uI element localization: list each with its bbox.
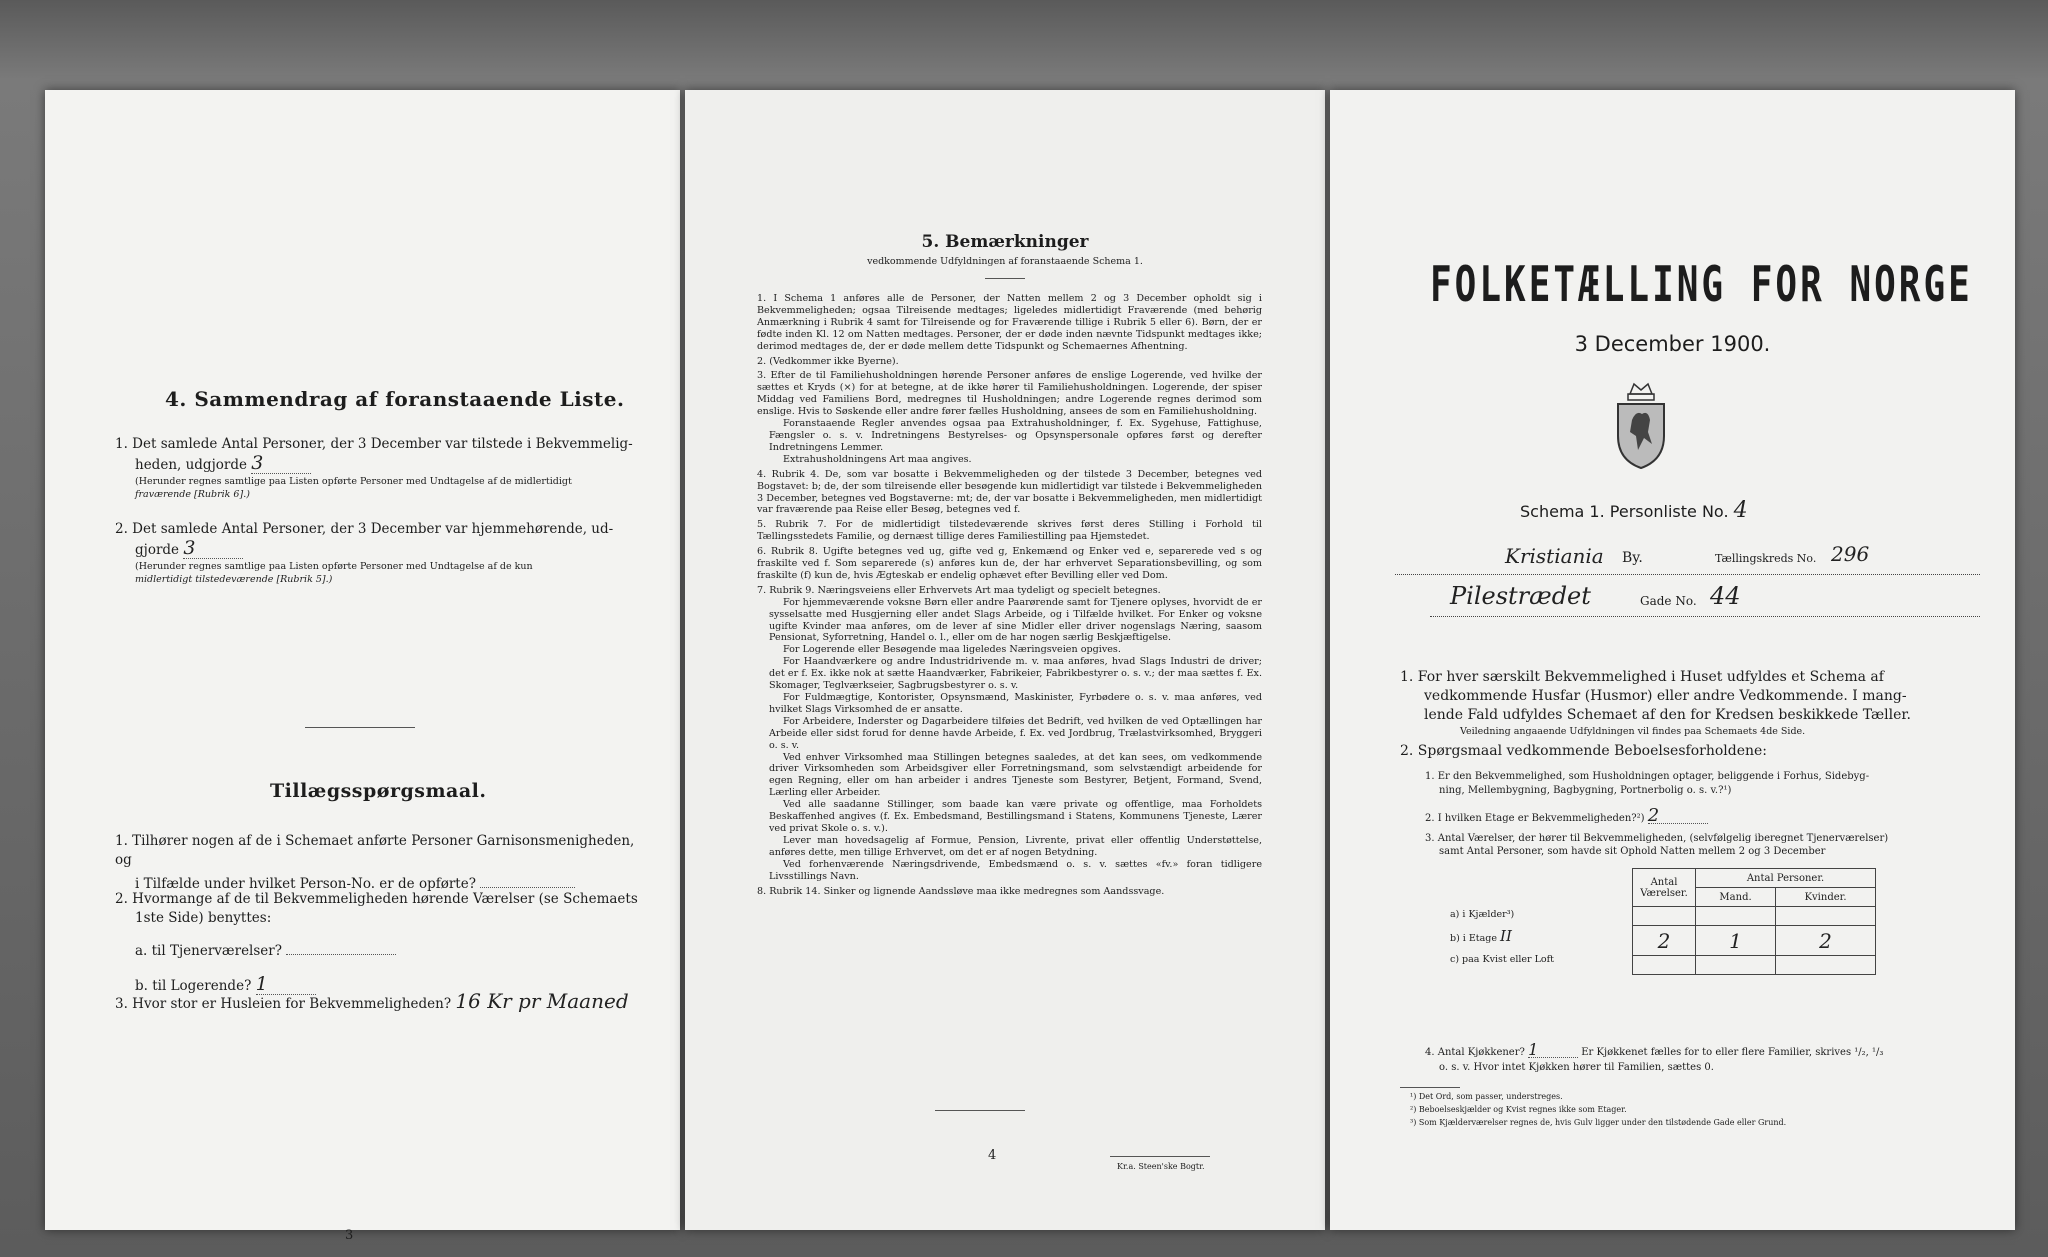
city-line [1395, 542, 1980, 575]
t2a-label: a. til Tjenerværelser? [135, 943, 282, 959]
p1-a: 1. For hver særskilt Bekvemmelighed i Huset udfyldes et Schema af [1400, 669, 1884, 685]
footnote-3: ³) Som Kjælderværelser regnes de, hvis Gulv ligger under den tilstødende Gade eller Grund. [1410, 1118, 1787, 1127]
tillaeg-question-3 [115, 989, 675, 1014]
p1-c: lende Fald udfyldes Schemaet af den for Kredsen beskikkede Tæller. [1424, 707, 1911, 723]
remark-paragraph: Foranstaaende Regler anvendes ogsaa paa Extrahusholdninger, f. Ex. Sygehuse, Fattighuse, Fængsler o. s. v. Indretningens Bestyrelses- og Opsynspersonale opføres først og derefter Indretningens Lemmer. [769, 418, 1262, 453]
footnote-1: ¹) Det Ord, som passer, understreges. [1410, 1092, 1563, 1101]
t2-text-a: 2. Hvormange af de til Bekvemmeligheden hørende Værelser (se Schemaets [115, 891, 638, 907]
left-page [45, 90, 680, 1243]
personliste-number: 4 [1733, 498, 1748, 523]
cell-b-kvinder: 2 [1776, 926, 1876, 956]
q1-note-a: (Herunder regnes samtlige paa Listen opførte Personer med Undtagelse af de midlertidigt [135, 476, 572, 487]
schema-line [1520, 498, 1748, 523]
remark-paragraph: For Haandværkere og andre Industridrivende m. v. maa anføres, hvad Slags Industri de driver; det er f. Ex. ikke nok at sætte Haandværker, Fabrikeier, Fabrikbestyrer o. s. v.; der maa sættes f. Ex. Skomager, Teglværkseier, Sagbrugsbestyrer o. s. v. [769, 656, 1262, 692]
t3-value: 16 Kr pr Maaned [455, 989, 629, 1013]
p2: 2. Spørgsmaal vedkommende Beboelsesforholdene: [1400, 743, 1768, 759]
middle-page [685, 90, 1325, 1230]
kitchen-question [1425, 1042, 2005, 1075]
instruction-1 [1400, 668, 2000, 761]
q4-text-c: o. s. v. Hvor intet Kjøkken hører til Familien, sættes 0. [1439, 1062, 1714, 1073]
t1-text-a: 1. Tilhører nogen af de i Schemaet anførte Personer Garnisonsmenigheden, og [115, 833, 635, 868]
remark-paragraph: 5. Rubrik 7. For de midlertidigt tilstedeværende skrives først deres Stilling i Forhold til Tællingsstedets Familie, og dernæst tillige deres Familiestilling paa Hjemstedet. [757, 519, 1262, 543]
dwelling-table [1632, 868, 1876, 975]
printer-rule [1110, 1156, 1210, 1157]
remark-paragraph: For hjemmeværende voksne Børn eller andre Paarørende samt for Tjenere oplyses, hvorvidt de er sysselsatte med Husgjerning eller andet Slags Arbeide, og i Tilfælde hvilket. For Enker og voksne ugifte Kvinder maa anføres, om de lever af sine Midler eller driver nogenslags Næring, saasom Pensionat, Syforretning, Handel o. l., eller om de har nogen særlig Beskjæftigelse. [769, 596, 1262, 644]
q2-text-b: gjorde [135, 542, 180, 558]
remark-paragraph: 2. (Vedkommer ikke Byerne). [757, 355, 899, 367]
remarks-title-rule [985, 278, 1025, 279]
q1-line-b [135, 454, 655, 475]
remarks-end-rule [935, 1110, 1025, 1111]
remark-paragraph: Ved alle saadanne Stillinger, som baade kan være private og offentlige, maa Forholdets Beskaffenhed angives (f. Ex. Embedsmand, Bestillingsmand i Statens, Kommunens Tjeneste, Lærer ved privat Skole o. s. v.). [769, 799, 1262, 834]
cell-a-vaerelser [1633, 907, 1696, 926]
cell-a-kvinder [1776, 907, 1876, 926]
q4-line [1425, 1042, 2005, 1060]
p1-b: vedkommende Husfar (Husmor) eller andre Vedkommende. I mang- [1424, 688, 1907, 704]
dq2-text: 2. I hvilken Etage er Bekvemmeligheden?²) [1425, 813, 1645, 824]
head-kvinder: Kvinder. [1776, 888, 1876, 907]
remark-paragraph: Ved enhver Virksomhed maa Stillingen betegnes saaledes, at det kan sees, om vedkommende driver Virksomheden som Arbeidsgiver eller Forretningsmand, som selvstændigt arbeidende for egen Regning, eller om han arbeider i andres Tjeneste som Bestyrer, Betjent, Formand, Svend, Lærling eller Arbeider. [769, 751, 1262, 799]
street-line [1430, 582, 1980, 617]
footnote-rule [1400, 1087, 1460, 1088]
q2-note-b: midlertidigt tilstedeværende [Rubrik 5].) [135, 574, 333, 585]
printer-credit: Kr.a. Steen'ske Bogtr. [1117, 1162, 1205, 1171]
street-value: Pilestrædet [1450, 582, 1591, 610]
t2b-value: 1 [256, 975, 316, 995]
t1-blank [480, 887, 575, 888]
remark-paragraph: For Arbeidere, Inderster og Dagarbeidere tilføies det Bedrift, ved hvilken de ved Optællingen har Arbeide eller sidst forud for denne havde Arbeide, f. Ex. ved Jordbrug, Trælastvirksomhed, Bryggeri o. s. v. [769, 715, 1262, 751]
cell-a-mand [1696, 907, 1776, 926]
row-b-label-wrap [1450, 927, 1512, 945]
q2-note-a: (Herunder regnes samtlige paa Listen opførte Personer med Undtagelse af de kun [135, 561, 533, 572]
footnotes [1410, 1090, 1786, 1129]
head-vaerelser: Antal Værelser. [1633, 869, 1696, 907]
schema-label: Schema 1. Personliste No. [1520, 502, 1729, 521]
dq2-line [1425, 805, 2005, 826]
t1-text-b: i Tilfælde under hvilket Person-No. er de opførte? [135, 876, 476, 892]
cell-b-mand: 1 [1696, 926, 1776, 956]
gade-number: 44 [1710, 582, 1741, 610]
dq3-a: 3. Antal Værelser, der hører til Bekvemmeligheden, (selvfølgelig iberegnet Tjenerværelser) [1425, 832, 1889, 844]
dq2-value: 2 [1648, 809, 1708, 824]
remarks-body [757, 290, 1262, 897]
q1-note-b: fraværende [Rubrik 6].) [135, 489, 250, 500]
q4-text-b: Er Kjøkkenet fælles for to eller flere Familier, skrives ¹/₂, ¹/₃ [1581, 1047, 1884, 1058]
t2a-line [135, 942, 655, 961]
p1-d: Veiledning angaaende Udfyldningen vil findes paa Schemaets 4de Side. [1460, 726, 1806, 737]
right-page [1330, 90, 2015, 1230]
remark-paragraph: 4. Rubrik 4. De, som var bosatte i Bekvemmeligheden og der tilstede 3 December, betegnes ved Bogstavet: b; de, der som tilreisende eller besøgende kun midlertidigt var tilstede i Bekvemmeligheden 3 December, betegnes ved Bogstaverne: mt; de, der var bosatte i Bekvemmeligheden, men midlertidigt var fraværende paa Reise eller Besøg, betegnes ved f. [757, 468, 1262, 516]
remark-paragraph: Ved forhenværende Næringsdrivende, Embedsmænd o. s. v. sættes «fv.» foran tidligere Livsstillings Navn. [769, 858, 1262, 882]
city-value: Kristiania [1505, 544, 1604, 568]
remark-paragraph: 3. Efter de til Familiehusholdningen hørende Personer anføres de enslige Logerende, ved hvilke der sættes et Kryds (×) for at betegne, at de ikke hører til Familiehusholdningen. Logerende, der spiser Middag ved Familiens Bord, medregnes til Husholdningen; andre Logerende regnes derimod som enslige. Hvis to Søskende eller andre fører fælles Husholdning, ansees de som en Familiehusholdning. [757, 370, 1262, 418]
census-title: FOLKETÆLLING FOR NORGE [1430, 258, 1973, 314]
kreds-label: Tællingskreds No. [1715, 552, 1817, 565]
q4-text-a: 4. Antal Kjøkkener? [1425, 1047, 1525, 1058]
row-c-label: c) paa Kvist eller Loft [1450, 954, 1554, 965]
cell-c-mand [1696, 956, 1776, 975]
kreds-number: 296 [1831, 542, 1870, 566]
gade-label: Gade No. [1640, 594, 1697, 608]
census-date: 3 December 1900. [1574, 332, 1771, 356]
remarks-subtitle: vedkommende Udfyldningen af foranstaaende Schema 1. [867, 256, 1143, 267]
remark-paragraph: Lever man hovedsagelig af Formue, Pension, Livrente, privat eller offentlig Understøttelse, anføres dette, men tillige Erhvervet, om det er af nogen Betydning. [769, 834, 1262, 858]
remark-paragraph: 7. Rubrik 9. Næringsveiens eller Erhvervets Art maa tydeligt og specielt betegnes. [757, 584, 1161, 596]
q1-text-a: 1. Det samlede Antal Personer, der 3 December var tilstede i Bekvemmelig- [115, 436, 633, 452]
dq1-b: ning, Mellembygning, Bagbygning, Portnerbolig o. s. v.?¹) [1439, 784, 1732, 796]
remark-paragraph: 8. Rubrik 14. Sinker og lignende Aandssløve maa ikke medregnes som Aandssvage. [757, 885, 1165, 897]
q4-value: 1 [1528, 1042, 1578, 1058]
t2a-blank [286, 954, 396, 955]
remark-paragraph: For Logerende eller Besøgende maa ligeledes Næringsveien opgives. [783, 644, 1121, 656]
t3-text: 3. Hvor stor er Husleien for Bekvemmeligheden? [115, 996, 452, 1012]
footnote-2: ²) Beboelseskjælder og Kvist regnes ikke som Etager. [1410, 1105, 1627, 1114]
cell-c-kvinder [1776, 956, 1876, 975]
row-a-label: a) i Kjælder³) [1450, 909, 1515, 920]
tillaeg-title: Tillægsspørgsmaal. [270, 780, 487, 802]
q1-text-b: heden, udgjorde [135, 457, 247, 473]
remark-paragraph: 6. Rubrik 8. Ugifte betegnes ved ug, gifte ved g, Enkemænd og Enker ved e, separerede ved s og fraskilte ved f. Som separerede (s) anføres kun de, der har erhvervet Separationsbevilling, og som fraskilte (f) kun de, hvis Ægteskab er endelig ophævet efter Bevilling eller ved Dom. [757, 546, 1262, 581]
row-b-label: b) i Etage [1450, 933, 1497, 944]
remark-paragraph: Extrahusholdningens Art maa angives. [783, 453, 972, 465]
q2-line-b [135, 539, 655, 560]
cell-c-vaerelser [1633, 956, 1696, 975]
q2-text-a: 2. Det samlede Antal Personer, der 3 December var hjemmehørende, ud- [115, 521, 614, 537]
dq3-b: samt Antal Personer, som havde sit Ophold Natten mellem 2 og 3 December [1439, 846, 1826, 857]
q2-value: 3 [183, 539, 243, 559]
divider-rule [305, 727, 415, 728]
summary-question-2 [115, 520, 655, 586]
dq1-a: 1. Er den Bekvemmelighed, som Husholdningen optager, beliggende i Forhus, Sidebyg- [1425, 771, 1870, 782]
tillaeg-question-2 [115, 890, 655, 996]
cell-b-vaerelser: 2 [1633, 926, 1696, 956]
left-page-number: 3 [345, 1228, 354, 1243]
dwelling-questions [1425, 770, 2005, 859]
remarks-title: 5. Bemærkninger [921, 232, 1089, 252]
tillaeg-question-1 [115, 832, 655, 894]
head-personer: Antal Personer. [1696, 869, 1876, 888]
summary-question-1 [115, 435, 655, 501]
t2-text-b: 1ste Side) benyttes: [135, 910, 272, 926]
norway-coat-of-arms-icon [1612, 380, 1670, 472]
by-label: By. [1622, 550, 1643, 566]
remark-paragraph: For Fuldmægtige, Kontorister, Opsynsmænd, Maskinister, Fyrbødere o. s. v. maa anføres, ved hvilket Slags Virksomhed de er ansatte. [769, 692, 1262, 715]
t2b-label: b. til Logerende? [135, 978, 252, 994]
q1-value: 3 [251, 454, 311, 474]
middle-page-number: 4 [988, 1148, 997, 1163]
section4-title: 4. Sammendrag af foranstaaende Liste. [165, 387, 625, 411]
remark-paragraph: 1. I Schema 1 anføres alle de Personer, der Natten mellem 2 og 3 December opholdt sig i Bekvemmeligheden; ogsaa Tilreisende medtages; ligeledes midlertidigt Fraværende (med behørig Anmærkning i Rubrik 4 samt for Tilreisende og for Fraværende tillige i Rubrik 5 eller 6). Børn, der er fødte inden Kl. 12 om Natten medtages. Personer, der er døde inden nævnte Tidspunkt medtages ikke; derimod medtages de, der er døde mellem dette Tidspunkt og Schemaernes Afhentning. [757, 293, 1262, 352]
head-mand: Mand. [1696, 888, 1776, 907]
row-b-etage: II [1500, 927, 1512, 945]
